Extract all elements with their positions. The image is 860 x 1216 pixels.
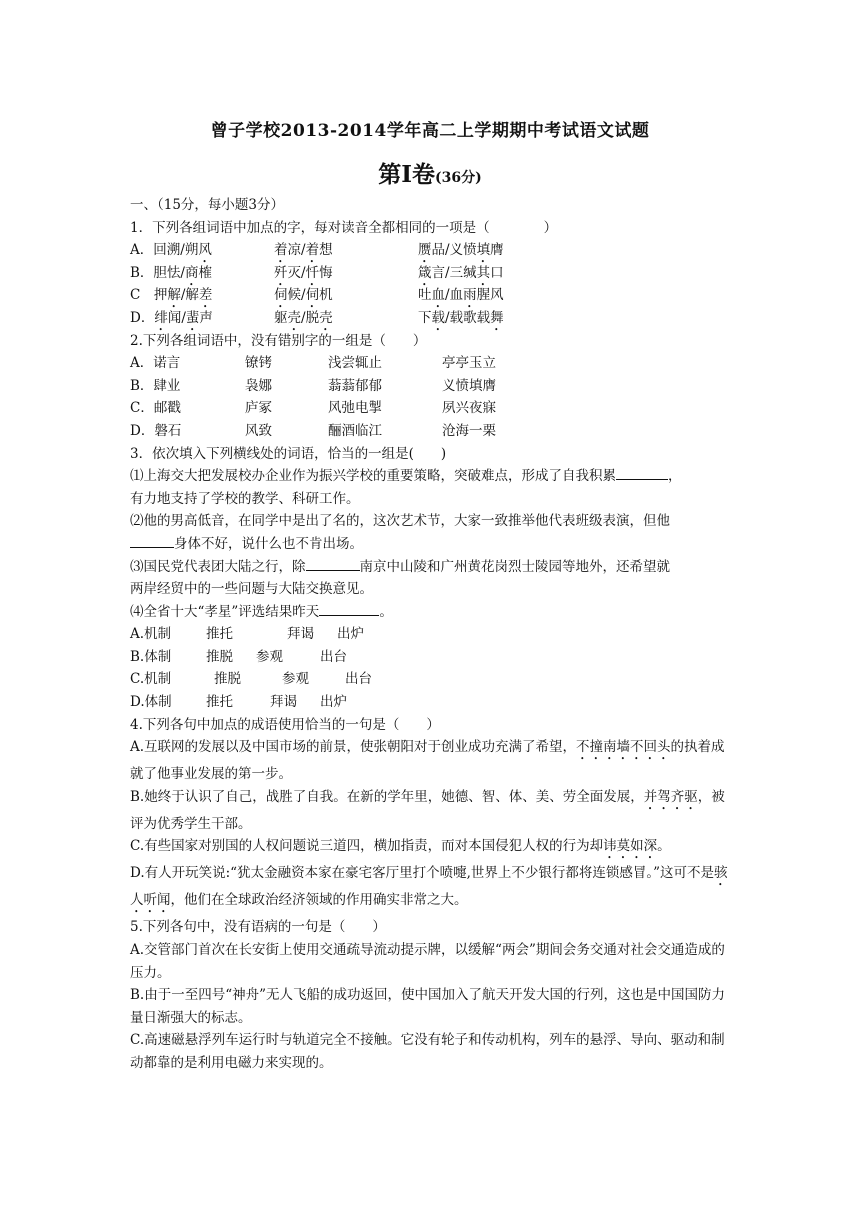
q3-d-3: 拜谒 xyxy=(270,694,297,711)
q1-d-col3: 下载/载歌载舞 xyxy=(418,309,504,326)
q2-b-1: B．肆业 xyxy=(130,377,181,394)
q4-d-pre: D.有人开玩笑说:“犹太金融资本家在豪宅客厅里打个喷嚏,世界上不少银行都将连锁感冒。”这可不是 xyxy=(130,865,715,882)
q4-c-pre: C.有些国家对别国的人权问题说三道四，横加指责，而对本国侵犯人权的行为却 xyxy=(130,838,604,855)
q3-blank-2 xyxy=(130,533,174,548)
q1-a-col2: 着凉/着想 xyxy=(274,242,333,259)
q1-d-col2: 躯壳/脱壳 xyxy=(274,309,333,326)
q3-sentence-2: ⑵他的男高低音，在同学中是出了名的，这次艺术节，大家一致推举他代表班级表演，但他 xyxy=(130,513,670,530)
q3-b-4: 出台 xyxy=(320,648,347,665)
q4-c-post: 。 xyxy=(657,838,671,855)
q2-d-2: 风致 xyxy=(245,422,272,439)
q2-c-3: 风弛电掣 xyxy=(328,400,382,417)
q1-a-col1: A．回溯/朔风 xyxy=(130,242,212,259)
q3-blank-3 xyxy=(306,556,360,571)
q3-d-2: 推托 xyxy=(206,694,233,711)
q3-sentence-4 xyxy=(130,601,730,624)
q2-option-d xyxy=(130,420,730,443)
q3-d-4: 出炉 xyxy=(320,694,347,711)
q2-option-a xyxy=(130,352,730,375)
q3-sentence-1-cont: 有力地支持了学校的教学、科研工作。 xyxy=(130,490,360,507)
q3-blank-4 xyxy=(319,601,379,616)
q3-sentence-3-cont: 两岸经贸中的一些问题与大陆交换意见。 xyxy=(130,581,373,598)
q5-option-a: A.交管部门首次在长安街上使用交通疏导流动提示牌，以缓解“两会”期间会务交通对社会交通造成的压力。 xyxy=(130,942,725,981)
q2-d-3: 酾酒临江 xyxy=(328,422,382,439)
q3-blank-1 xyxy=(616,465,668,480)
q4-option-c xyxy=(130,835,730,862)
q3-d-1: D.体制 xyxy=(130,694,172,711)
q3-c-1: C.机制 xyxy=(130,671,172,688)
q1-c-col1: C 押解/解差 xyxy=(130,287,213,304)
q4-d-post: ，他们在全球政治经济领域的作用确实非常之大。 xyxy=(170,892,468,909)
q2-d-1: D．磐石 xyxy=(130,422,182,439)
q2-a-4: 亭亭玉立 xyxy=(442,355,496,372)
q2-a-2: 镣铐 xyxy=(245,355,272,372)
q3-sentence-2-cont xyxy=(130,533,730,556)
q4-option-a xyxy=(130,736,730,786)
q4-a-idiom: 不撞南墙不回头 xyxy=(576,739,671,756)
q1-b-col3: 箴言/三缄其口 xyxy=(418,264,504,281)
q2-stem: 2.下列各组词语中，没有错别字的一组是（ ） xyxy=(130,332,427,349)
q5-stem: 5.下列各句中，没有语病的一句是（ ） xyxy=(130,919,386,936)
q2-c-1: C．邮戳 xyxy=(130,400,181,417)
q1-b-col2: 歼灭/忏悔 xyxy=(274,264,333,281)
q2-b-4: 义愤填膺 xyxy=(442,377,496,394)
q1-option-d xyxy=(130,307,730,330)
q3-s4-end: 。 xyxy=(379,603,393,620)
q1-option-b xyxy=(130,262,730,285)
q1-stem: 1．下列各组词语中加点的字，每对读音全都相同的一项是（ ） xyxy=(130,219,558,236)
q2-option-c xyxy=(130,397,730,420)
q2-d-4: 沧海一栗 xyxy=(442,422,496,439)
q1-c-col3: 吐血/血雨腥风 xyxy=(418,287,504,304)
q3-a-3: 拜谒 xyxy=(287,626,314,643)
q3-stem: 3．依次填入下列横线处的词语，恰当的一组是( ) xyxy=(130,445,447,462)
q1-option-a xyxy=(130,239,730,262)
exam-title: 曾子学校2013-2014学年高二上学期期中考试语文试题 xyxy=(210,121,650,141)
q4-a-post: 的执着成就了他事业发展的第一步。 xyxy=(130,739,725,783)
q4-option-d xyxy=(130,862,730,916)
q4-d-idiom: 骇人听闻 xyxy=(130,865,728,909)
q1-d-col1: D．绯闻/蜚声 xyxy=(130,309,213,326)
q4-b-pre: B.她终于认识了自己，战胜了自我。在新的学年里，她德、智、体、美、劳全面发展， xyxy=(130,788,644,805)
q3-c-2: 推脱 xyxy=(214,671,241,688)
q3-s2-text: 身体不好，说什么也不肯出场。 xyxy=(174,535,363,552)
q3-b-2: 推脱 xyxy=(206,648,233,665)
q2-c-4: 夙兴夜寐 xyxy=(442,400,496,417)
q3-s3-text-a: ⑶国民党代表团大陆之行，除 xyxy=(130,558,306,575)
volume-heading xyxy=(0,156,860,189)
q3-a-2: 推托 xyxy=(206,626,233,643)
q3-b-1: B.体制 xyxy=(130,648,172,665)
q4-stem: 4.下列各句中加点的成语使用恰当的一句是（ ） xyxy=(130,716,440,733)
q2-a-3: 浅尝辄止 xyxy=(328,355,382,372)
volume-score: (36分) xyxy=(435,170,482,186)
q3-option-b xyxy=(130,646,730,669)
q1-c-col2: 伺候/伺机 xyxy=(274,287,333,304)
q4-c-idiom: 讳莫如深 xyxy=(603,838,658,855)
q3-sentence-3 xyxy=(130,556,730,579)
q3-sentence-1 xyxy=(130,465,730,488)
q3-s1-text: ⑴上海交大把发展校办企业作为振兴学校的重要策略，突破难点，形成了自我积累 xyxy=(130,468,616,485)
q2-a-1: A．诺言 xyxy=(130,355,181,372)
section-heading: 一、（15分，每小题3分） xyxy=(130,197,285,213)
q2-b-3: 蓊蓊郁郁 xyxy=(328,377,382,394)
q1-option-c xyxy=(130,284,730,307)
q3-option-c xyxy=(130,668,730,691)
q3-c-3: 参观 xyxy=(282,671,309,688)
q5-option-c: C.高速磁悬浮列车运行时与轨道完全不接触。它没有轮子和传动机构，列车的悬浮、导向、驱动和制动都靠的是利用电磁力来实现的。 xyxy=(130,1032,725,1071)
q3-c-4: 出台 xyxy=(345,671,372,688)
exam-content xyxy=(130,194,730,1075)
q5-option-b: B.由于一至四号“神舟”无人飞船的成功返回，使中国加入了航天开发大国的行列，这也是中国国防力量日渐强大的标志。 xyxy=(130,987,726,1026)
q3-s3-text-b: 南京中山陵和广州黄花岗烈士陵园等地外，还希望就 xyxy=(359,558,670,575)
q3-option-d xyxy=(130,691,730,714)
q3-s4-text: ⑷全省十大“孝星”评选结果昨天 xyxy=(130,603,320,620)
q3-s1-comma: ， xyxy=(668,468,682,485)
q3-b-3: 参观 xyxy=(256,648,283,665)
q1-b-col1: B．胆怯/商榷 xyxy=(130,264,212,281)
q3-a-4: 出炉 xyxy=(337,626,364,643)
q4-option-b xyxy=(130,786,730,836)
q2-b-2: 袅娜 xyxy=(245,377,272,394)
q4-b-post: ，被评为优秀学生干部。 xyxy=(130,788,725,832)
q3-option-a xyxy=(130,623,730,646)
q3-a-1: A.机制 xyxy=(130,626,172,643)
q4-a-pre: A.互联网的发展以及中国市场的前景，使张朝阳对于创业成功充满了希望， xyxy=(130,739,577,756)
volume-label: 第Ⅰ卷 xyxy=(378,161,436,188)
q1-a-col3: 赝品/义愤填膺 xyxy=(418,242,504,259)
q2-option-b xyxy=(130,375,730,398)
q4-b-idiom: 并驾齐驱 xyxy=(643,788,698,805)
q2-c-2: 庐冢 xyxy=(245,400,272,417)
